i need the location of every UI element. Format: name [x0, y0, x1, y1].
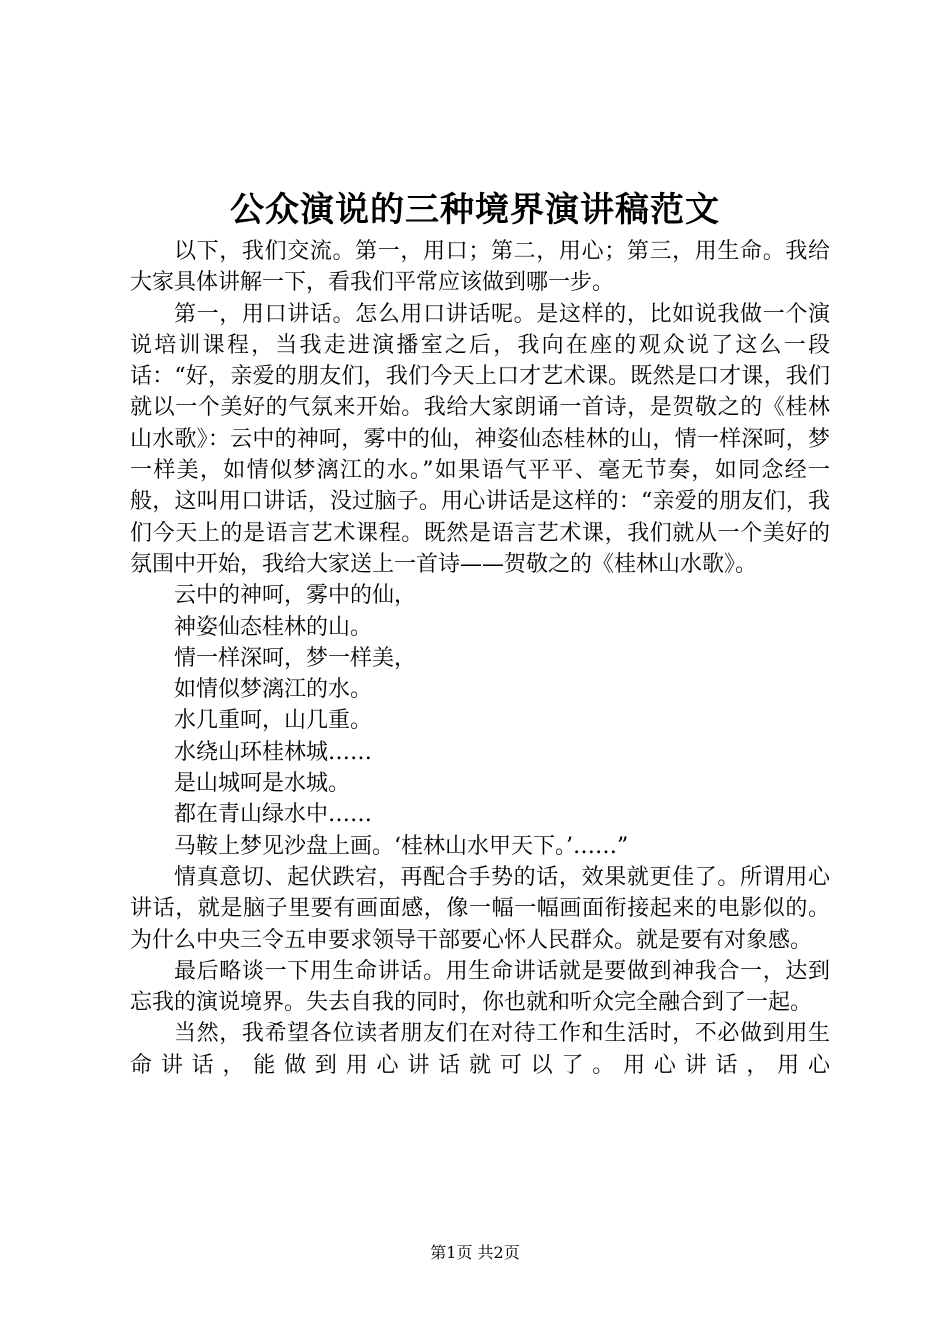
paragraph-speak-with-life: 最后略谈一下用生命讲话。用生命讲话就是要做到神我合一，达到忘我的演说境界。失去自我的同时，你也就和听众完全融合到了一起。	[130, 958, 830, 1016]
poem-line: 水绕山环桂林城……	[174, 739, 373, 765]
poem-line: 都在青山绿水中……	[174, 802, 373, 828]
paragraph-intro: 以下，我们交流。第一，用口；第二，用心；第三，用生命。我给大家具体讲解一下，看我们平常应该做到哪一步。	[130, 239, 830, 296]
poem-line: 如情似梦漓江的水。	[174, 677, 373, 703]
paragraph-conclusion: 当然，我希望各位读者朋友们在对待工作和生活时，不必做到用生命讲话，能做到用心讲话就可以了。用心讲话，用心	[130, 1021, 830, 1078]
document-body	[130, 236, 830, 1081]
poem-line: 神姿仙态桂林的山。	[174, 614, 373, 640]
poem-line: 是山城呵是水城。	[174, 771, 351, 797]
poem-line: 云中的神呵，雾中的仙，	[174, 583, 417, 609]
document-title: 公众演说的三种境界演讲稿范文	[230, 190, 720, 230]
paragraph-speak-with-mouth: 第一，用口讲话。怎么用口讲话呢。是这样的，比如说我做一个演说培训课程，当我走进演播室之后，我向在座的观众说了这么一段话：“好，亲爱的朋友们，我们今天上口才艺术课。既然是口才课，我们就以一个美好的气氛来开始。我给大家朗诵一首诗，是贺敬之的《桂林山水歌》：云中的神呵，雾中的仙，神姿仙态桂林的山，情一样深呵，梦一样美，如情似梦漓江的水。”如果语气平平、毫无节奏，如同念经一般，这叫用口讲话，没过脑子。用心讲话是这样的：“亲爱的朋友们，我们今天上的是语言艺术课程。既然是语言艺术课，我们就从一个美好的氛围中开始，我给大家送上一首诗——贺敬之的《桂林山水歌》。	[130, 301, 830, 577]
poem-line: 水几重呵，山几重。	[174, 708, 373, 734]
paragraph-speak-with-heart: 情真意切、起伏跌宕，再配合手势的话，效果就更佳了。所谓用心讲话，就是脑子里要有画面感，像一幅一幅画面衔接起来的电影似的。为什么中央三令五申要求领导干部要心怀人民群众。就是要有对象感。	[130, 864, 830, 953]
poem-line: 马鞍上梦见沙盘上画。‘桂林山水甲天下。’……”	[174, 833, 629, 859]
poem-line: 情一样深呵，梦一样美，	[174, 645, 417, 671]
page-footer: 第1页 共2页	[430, 1243, 520, 1262]
